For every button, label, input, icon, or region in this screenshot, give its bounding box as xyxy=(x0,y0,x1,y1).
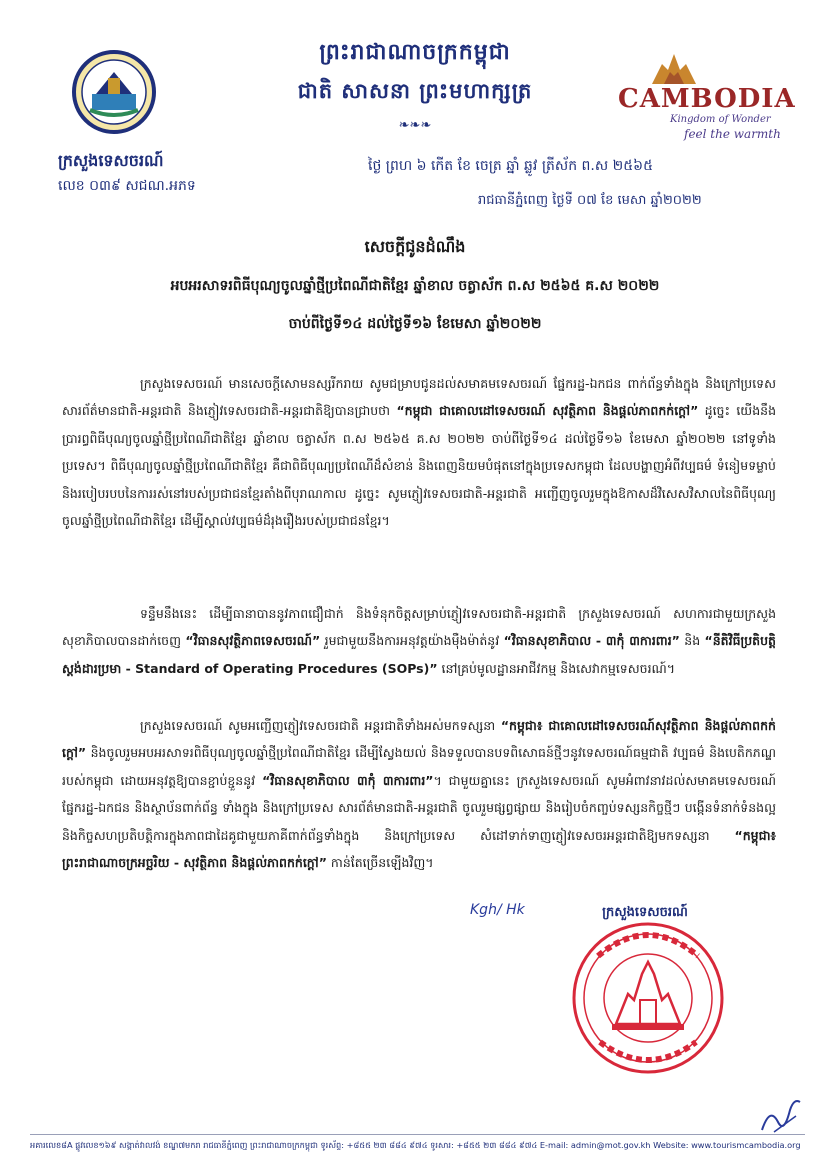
ministry-seal xyxy=(568,916,728,1076)
document-subtitle-2: ចាប់ពីថ្ងៃទី១៤ ដល់ថ្ងៃទី១៦ ខែមេសា ឆ្នាំ២០២២ xyxy=(288,316,542,332)
feel-the-warmth-tagline: feel the warmth xyxy=(684,127,781,141)
seal-caption: ក្រសួងទេសចរណ៍ xyxy=(602,905,688,920)
paragraph-3-text-g: កាន់តែច្រើនឡើងវិញ។ xyxy=(326,855,434,871)
kingdom-of-wonder-tagline: Kingdom of Wonder xyxy=(670,114,771,125)
paragraph-2-text-g: នៅគ្រប់មូលដ្ឋានអាជីវកម្ម និងសេវាកម្មទេសចរណ៍។ xyxy=(437,660,676,676)
reference-number: លេខ ០៣៩ សជណ.អភទ xyxy=(58,178,196,194)
paragraph-2-sops: “នីតិវិធីប្រតិបត្តិស្តង់ដារប្រមា - Standard of Operating Procedures (SOPs)” xyxy=(62,633,776,676)
paragraph-3-kingdom-slogan: “កម្ពុជា៖ ព្រះរាជាណាចក្រអច្ឆរិយ - សុវត្ថិភាព និងផ្តល់ភាពកក់ក្តៅ” xyxy=(62,827,776,871)
paragraph-3 xyxy=(62,712,776,876)
ministry-name: ក្រសួងទេសចរណ៍ xyxy=(58,151,164,170)
national-motto: ជាតិ សាសនា ព្រះមហាក្សត្រ xyxy=(297,79,533,103)
paragraph-2-health-rules: “វិធានសុខាភិបាល - ៣កុំ ៣ការពារ” xyxy=(503,633,680,649)
paragraph-2-text-c: រួមជាមួយនឹងការអនុវត្តយ៉ាងម៉ឺងម៉ាត់នូវ xyxy=(320,633,504,649)
cambodia-wordmark: CAMBODIA xyxy=(618,84,796,114)
paragraph-1-slogan: “កម្ពុជា ជាគោលដៅទេសចរណ៍ សុវត្ថិភាព និងផ្តល់ភាពកក់ក្តៅ” xyxy=(396,403,699,419)
paragraph-1-text-a: ក្រសួងទេសចរណ៍ មានសេចក្តីសោមនស្សរីករាយ សូមជម្រាបជូនដល់សមាគមទេសចរណ៍ ផ្នែករដ្ឋ-ឯកជន ពាក់ព័ន្ធទាំងក្នុង និងក្រៅប្រទេស សារព័ត៌មានជាតិ-អន្តរជាតិ និងភ្ញៀវទេសចរជាតិ-អន្តរជាតិឱ្យបានជ្រាបថា xyxy=(62,376,776,419)
motto-ornament: ❧❧❧ xyxy=(398,118,432,133)
paragraph-2 xyxy=(62,600,776,682)
document-title: សេចក្តីជូនដំណឹង xyxy=(364,237,466,256)
lunar-date: ថ្ងៃ ព្រហ ៦ កើត ខែ ចេត្រ ឆ្នាំ ឆ្លូវ ត្រីស័ក ព.ស ២៥៦៥ xyxy=(368,158,653,174)
paragraph-3-slogan: “កម្ពុជា៖ ជាគោលដៅទេសចរណ៍សុវត្ថិភាព និងផ្តល់ភាពកក់ក្តៅ” xyxy=(62,718,776,761)
paragraph-2-text-e: និង xyxy=(679,633,705,649)
paragraph-1 xyxy=(62,370,776,534)
footer-contact: អគារលេខ៨A ផ្លូវលេខ១៦៩ សង្កាត់វាលវង់ ខណ្ឌ៧មករា រាជធានីភ្នំពេញ ព្រះរាជាណាចក្រកម្ពុជា ទូរស័ព្ទ: +៨៥៥ ២៣ ៨៨៤ ៩៧៤ ទូរសារ: +៨៥៥ ២៣ ៨៨៤ ៩៧៤ E-mail: admin@mot.gov.kh Website: www.tourismcambodia.org xyxy=(30,1140,801,1150)
paragraph-3-text-c: និងចូលរួមអបអរសាទរពិធីបុណ្យចូលឆ្នាំថ្មីប្រពៃណីជាតិខ្មែរ ដើម្បីស្វែងយល់ និងទទួលបានបទពិសោធន៍ថ្មីៗនូវទេសចរណ៍ធម្មជាតិ វប្បធម៌ និងបេតិកភណ្ឌរបស់កម្ពុជា ដោយអនុវត្តឱ្យបានខ្ជាប់ខ្ជួននូវ xyxy=(62,745,776,788)
paragraph-1-text-c: ដូច្នេះ យើងនឹងប្រារព្ធពិធីបុណ្យចូលឆ្នាំថ្មីប្រពៃណីជាតិខ្មែរ ឆ្នាំខាល ចត្វាស័ក ព.ស ២៥៦៥ គ.ស ២០២២ ចាប់ពីថ្ងៃទី១៤ ដល់ថ្ងៃទី១៦ ខែមេសា ឆ្នាំ២០២២ នៅទូទាំងប្រទេស។ ពិធីបុណ្យចូលឆ្នាំថ្មីប្រពៃណីជាតិខ្មែរ គឺជាពិធីបុណ្យប្រពៃណីដ៏សំខាន់ និងពេញនិយមបំផុតនៅក្នុងប្រទេសកម្ពុជា ដែលបង្ហាញអំពីវប្បធម៌ ទំនៀមទម្លាប់ និងរបៀបរបបនៃការរស់នៅរបស់ប្រជាជនខ្មែរតាំងពីបុរាណកាល ដូច្នេះ សូមភ្ញៀវទេសចរជាតិ-អន្តរជាតិ អញ្ជើញចូលរួមក្នុងឱកាសដ៏វិសេសវិសាលនៃពិធីបុណ្យចូលឆ្នាំថ្មីប្រពៃណីជាតិខ្មែរ ដើម្បីស្គាល់វប្បធម៌ដ៏រុងរឿងរបស់ប្រជាជនខ្មែរ។ xyxy=(62,403,777,529)
paragraph-2-text-a: ទន្ទឹមនឹងនេះ ដើម្បីធានាបាននូវភាពជឿជាក់ និងទំនុកចិត្តសម្រាប់ភ្ញៀវទេសចរជាតិ-អន្តរជាតិ ក្រសួងទេសចរណ៍ សហការជាមួយក្រសួងសុខាភិបាលបានដាក់ចេញ xyxy=(62,606,776,649)
kingdom-heading: ព្រះរាជាណាចក្រកម្ពុជា xyxy=(319,40,511,65)
footer-divider xyxy=(30,1134,805,1135)
signature-initials: Kgh/ Hk xyxy=(470,902,525,918)
paragraph-3-text-a: ក្រសួងទេសចរណ៍ សូមអញ្ជើញភ្ញៀវទេសចរជាតិ អន្តរជាតិទាំងអស់មកទស្សនា xyxy=(140,718,501,733)
footer-signature-mark xyxy=(756,1092,806,1138)
paragraph-3-health-rules: “វិធានសុខាភិបាល ៣កុំ ៣ការពារ” xyxy=(262,772,434,788)
solar-date: រាជធានីភ្នំពេញ ថ្ងៃទី ០៧ ខែ មេសា ឆ្នាំ២០២២ xyxy=(478,193,702,208)
paragraph-3-text-e: ។ ជាមួយគ្នានេះ ក្រសួងទេសចរណ៍ សូមអំពាវនាវដល់សមាគមទេសចរណ៍ ផ្នែករដ្ឋ-ឯកជន និងស្ថាប័នពាក់ព័ន្ធ ទាំងក្នុង និងក្រៅប្រទេស សារព័ត៌មានជាតិ-អន្តរជាតិ ចូលរួមផ្សព្វផ្សាយ និងរៀបចំកញ្ចប់ទស្សនកិច្ចថ្មីៗ បង្កើនទំនាក់ទំនងល្អ និងកិច្ចសហប្រតិបត្តិការក្នុងភាពជាដៃគូជាមួយភាគីពាក់ព័ន្ធទាំងក្នុង និងក្រៅប្រទេស សំដៅទាក់ទាញភ្ញៀវទេសចរអន្តរជាតិឱ្យមកទស្សនា xyxy=(62,772,776,843)
paragraph-2-safety-rules: “វិធានសុវត្ថិភាពទេសចរណ៍” xyxy=(185,633,321,649)
document-subtitle-1: អបអរសាទរពិធីបុណ្យចូលឆ្នាំថ្មីប្រពៃណីជាតិខ្មែរ ឆ្នាំខាល ចត្វាស័ក ព.ស ២៥៦៥ គ.ស ២០២២ xyxy=(170,278,660,294)
